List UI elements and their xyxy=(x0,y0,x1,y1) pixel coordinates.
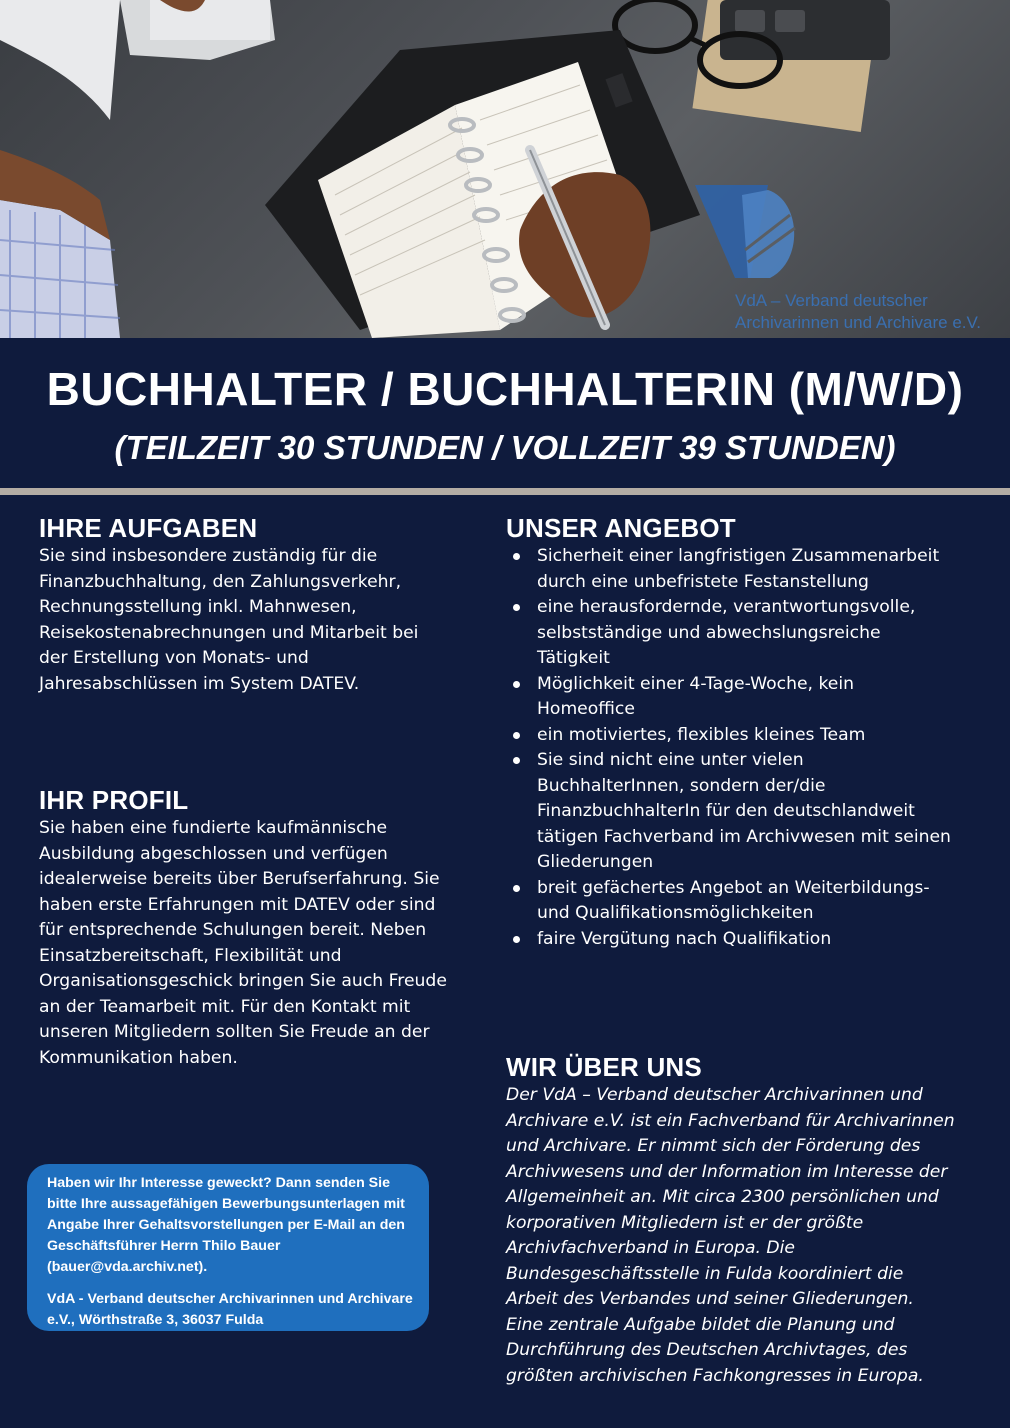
aufgaben-text: Sie sind insbesondere zuständig für die Finanzbuchhaltung, den Zahlungsverkehr, Rechnungsstellung inkl. Mahnwesen, Reisekostenabrechnungen und Mitarbeit bei der Erstellung von Monats- und Jahresabschlüssen im System DATEV. xyxy=(39,546,419,694)
section-angebot xyxy=(506,512,956,952)
divider xyxy=(0,488,1010,495)
contact-box xyxy=(27,1164,429,1331)
section-profil xyxy=(39,784,449,1071)
section-ueber-uns xyxy=(506,1051,956,1389)
aufgaben-heading: IHRE AUFGABEN xyxy=(39,513,258,543)
list-item: breit gefächertes Angebot an Weiterbildungs- und Qualifikationsmöglichkeiten xyxy=(506,876,956,927)
logo-org-line2: Archivarinnen und Archivare e.V. xyxy=(735,313,982,332)
list-item: ein motiviertes, flexibles kleines Team xyxy=(506,723,956,749)
logo-org-line1: VdA – Verband deutscher xyxy=(735,291,928,310)
section-aufgaben xyxy=(39,512,439,697)
contact-text: Haben wir Ihr Interesse geweckt? Dann senden Sie bitte Ihre aussagefähigen Bewerbungsunterlagen mit Angabe Ihrer Gehaltsvorstellungen per E-Mail an den Geschäftsführer Herrn Thilo Bauer (bauer@vda.archiv.net). xyxy=(47,1175,405,1275)
contact-address: VdA - Verband deutscher Archivarinnen und Archivare e.V., Wörthstraße 3, 36037 Fulda xyxy=(47,1291,413,1328)
list-item: Möglichkeit einer 4-Tage-Woche, kein Homeoffice xyxy=(506,672,956,723)
list-item: faire Vergütung nach Qualifikation xyxy=(506,927,956,953)
offer-list xyxy=(506,544,956,952)
hero-illustration xyxy=(0,0,1010,338)
list-item: Sie sind nicht eine unter vielen BuchhalterInnen, sondern der/die FinanzbuchhalterIn für den deutschlandweit tätigen Fachverband im Archivwesen mit seinen Gliederungen xyxy=(506,748,956,876)
ueber-uns-text: Der VdA – Verband deutscher Archivarinnen und Archivare e.V. ist ein Fachverband für Archivarinnen und Archivare. Er nimmt sich der Förderung des Archivwesens und der Information im Interesse der Allgemeinheit an. Mit circa 2300 persönlichen und korporativen Mitgliedern ist er der größte Archivfachverband in Europa. Die Bundesgeschäftsstelle in Fulda koordiniert die Arbeit des Verbandes und seiner Gliederungen. Eine zentrale Aufgabe bildet die Planung und Durchführung des Deutschen Archivtages, des größten archivischen Fachkongresses in Europa. xyxy=(506,1085,955,1386)
angebot-heading: UNSER ANGEBOT xyxy=(506,513,736,543)
job-subtitle: (TEILZEIT 30 STUNDEN / VOLLZEIT 39 STUNDEN) xyxy=(114,429,896,466)
list-item: Sicherheit einer langfristigen Zusammenarbeit durch eine unbefristete Festanstellung xyxy=(506,544,956,595)
hero-photo xyxy=(0,0,1010,338)
title-band xyxy=(0,338,1010,486)
logo-org-name xyxy=(735,290,981,334)
ueber-uns-heading: WIR ÜBER UNS xyxy=(506,1052,702,1082)
list-item: eine herausfordernde, verantwortungsvolle, selbstständige und abwechslungsreiche Tätigkeit xyxy=(506,595,956,672)
profil-text: Sie haben eine fundierte kaufmännische Ausbildung abgeschlossen und verfügen idealerweise bereits über Berufserfahrung. Sie haben erste Erfahrungen mit DATEV oder sind für entsprechende Schulungen bereit. Neben Einsatzbereitschaft, Flexibilität und Organisationsgeschick bringen Sie auch Freude an der Teamarbeit mit. Für den Kontakt mit unseren Mitgliedern sollten Sie Freude an der Kommunikation haben. xyxy=(39,818,447,1068)
job-title: BUCHHALTER / BUCHHALTERIN (M/W/D) xyxy=(46,363,964,415)
profil-heading: IHR PROFIL xyxy=(39,785,189,815)
